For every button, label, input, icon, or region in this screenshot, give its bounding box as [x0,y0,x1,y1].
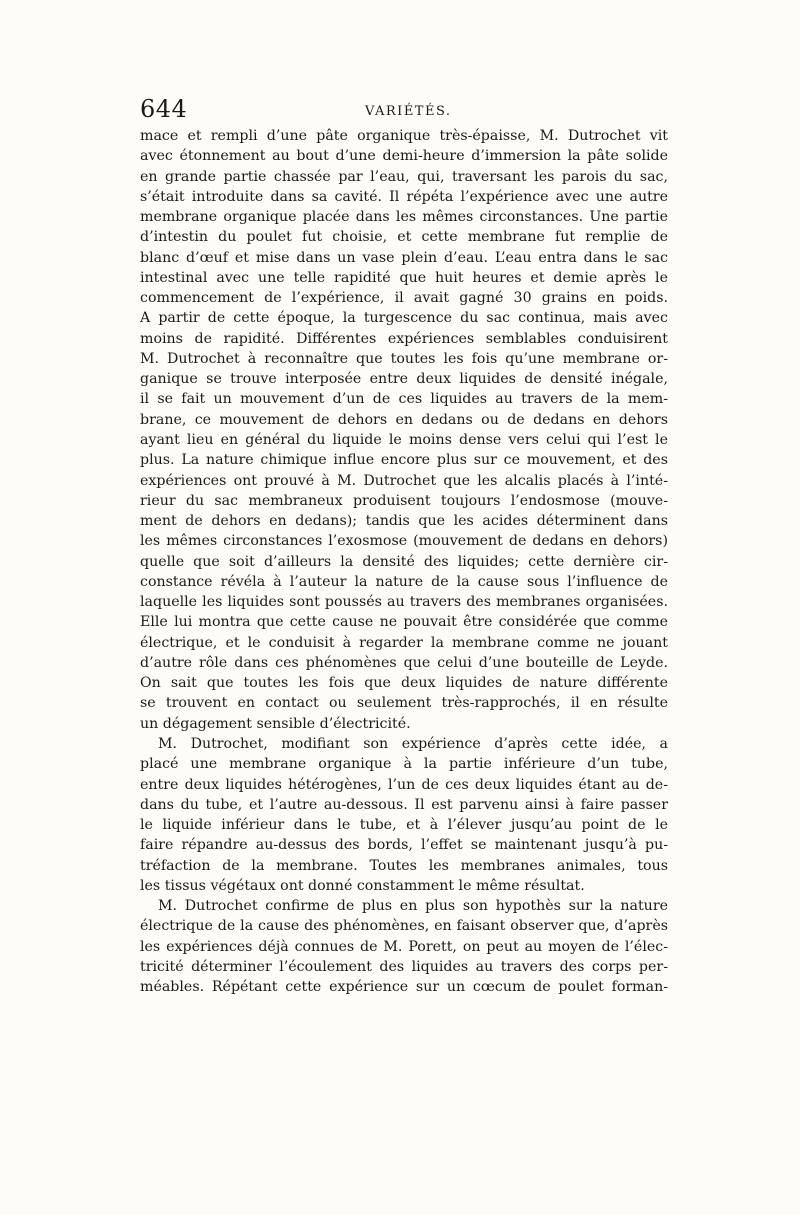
text-line: électrique de la cause des phénomènes, en faisant observer que, d’après [140,918,668,935]
text-line: les tissus végétaux ont donné constamment le même résultat. [140,877,585,894]
text-line: il se fait un mouvement d’un de ces liquides au travers de la mem- [140,391,668,408]
text-line: plus. La nature chimique influe encore plus sur ce mouvement, et des [140,452,668,469]
text-line: expériences ont prouvé à M. Dutrochet que les alcalis placés à l’inté- [140,472,668,489]
text-line: tricité déterminer l’écoulement des liquides au travers des corps per- [140,958,668,975]
text-line: électrique, et le conduisit à regarder la membrane comme ne jouant [140,634,668,651]
text-line: brane, ce mouvement de dehors en dedans ou de dedans en dehors [140,411,668,428]
text-line: entre deux liquides hétérogènes, l’un de ces deux liquides étant au de- [140,776,668,793]
text-line: les expériences déjà connues de M. Porett, on peut au moyen de l’élec- [140,938,668,955]
text-line: moins de rapidité. Différentes expériences semblables conduisirent [140,330,668,347]
text-line: laquelle les liquides sont poussés au travers des membranes organisées. [140,594,668,611]
text-line: placé une membrane organique à la partie inférieure d’un tube, [140,756,668,773]
text-line: tréfaction de la membrane. Toutes les membranes animales, tous [140,857,668,874]
text-line: d’autre rôle dans ces phénomènes que celui d’une bouteille de Leyde. [140,654,668,671]
text-line: A partir de cette époque, la turgescence du sac continua, mais avec [140,310,668,327]
text-line: M. Dutrochet confirme de plus en plus son hypothès sur la nature [158,898,668,915]
text-line: avec étonnement au bout d’une demi-heure d’immersion la pâte solide [140,148,668,165]
text-line: On sait que toutes les fois que deux liquides de nature différente [140,675,668,692]
text-line: ayant lieu en général du liquide le moins dense vers celui qui l’est le [140,431,668,448]
text-line: membrane organique placée dans les mêmes circonstances. Une partie [140,209,668,226]
text-line: en grande partie chassée par l’eau, qui, traversant les parois du sac, [140,168,668,185]
text-line: intestinal avec une telle rapidité que huit heures et demie après le [140,269,668,286]
text-line: constance révéla à l’auteur la nature de la cause sous l’influence de [140,573,668,590]
text-line: M. Dutrochet, modifiant son expérience d’après cette idée, a [158,735,668,752]
text-line: commencement de l’expérience, il avait gagné 30 grains en poids. [140,290,668,307]
text-line: s’était introduite dans sa cavité. Il répéta l’expérience avec une autre [140,188,668,205]
text-line: M. Dutrochet à reconnaître que toutes les fois qu’une membrane or- [140,350,668,367]
text-line: faire répandre au-dessus des bords, l’effet se maintenant jusqu’à pu- [140,837,668,854]
text-line: un dégagement sensible d’électricité. [140,715,411,732]
text-line: quelle que soit d’ailleurs la densité des liquides; cette dernière cir- [140,553,668,570]
text-line: Elle lui montra que cette cause ne pouvait être considérée que comme [140,614,668,631]
text-line: ganique se trouve interposée entre deux liquides de densité inégale, [140,371,668,388]
page-number: 644 [140,95,188,123]
text-line: rieur du sac membraneux produisent toujours l’endosmose (mouve- [140,492,668,509]
running-title: VARIÉTÉS. [365,104,452,119]
text-line: les mêmes circonstances l’exosmose (mouvement de dedans en dehors) [140,533,668,550]
text-line: ment de dehors en dedans); tandis que les acides déterminent dans [140,513,668,530]
text-line: dans du tube, et l’autre au-dessous. Il est parvenu ainsi à faire passer [140,796,668,813]
page-header [140,95,670,125]
text-line: d’intestin du poulet fut choisie, et cette membrane fut remplie de [140,229,668,246]
text-line: le liquide inférieur dans le tube, et à l’élever jusqu’au point de le [140,817,668,834]
text-line: se trouvent en contact ou seulement très-rapprochés, il en résulte [140,695,668,712]
text-line: méables. Répétant cette expérience sur un cœcum de poulet forman- [140,979,668,996]
text-line: blanc d’œuf et mise dans un vase plein d’eau. L’eau entra dans le sac [140,249,668,266]
text-line: mace et rempli d’une pâte organique très-épaisse, M. Dutrochet vit [140,128,668,144]
body-text [140,126,668,997]
